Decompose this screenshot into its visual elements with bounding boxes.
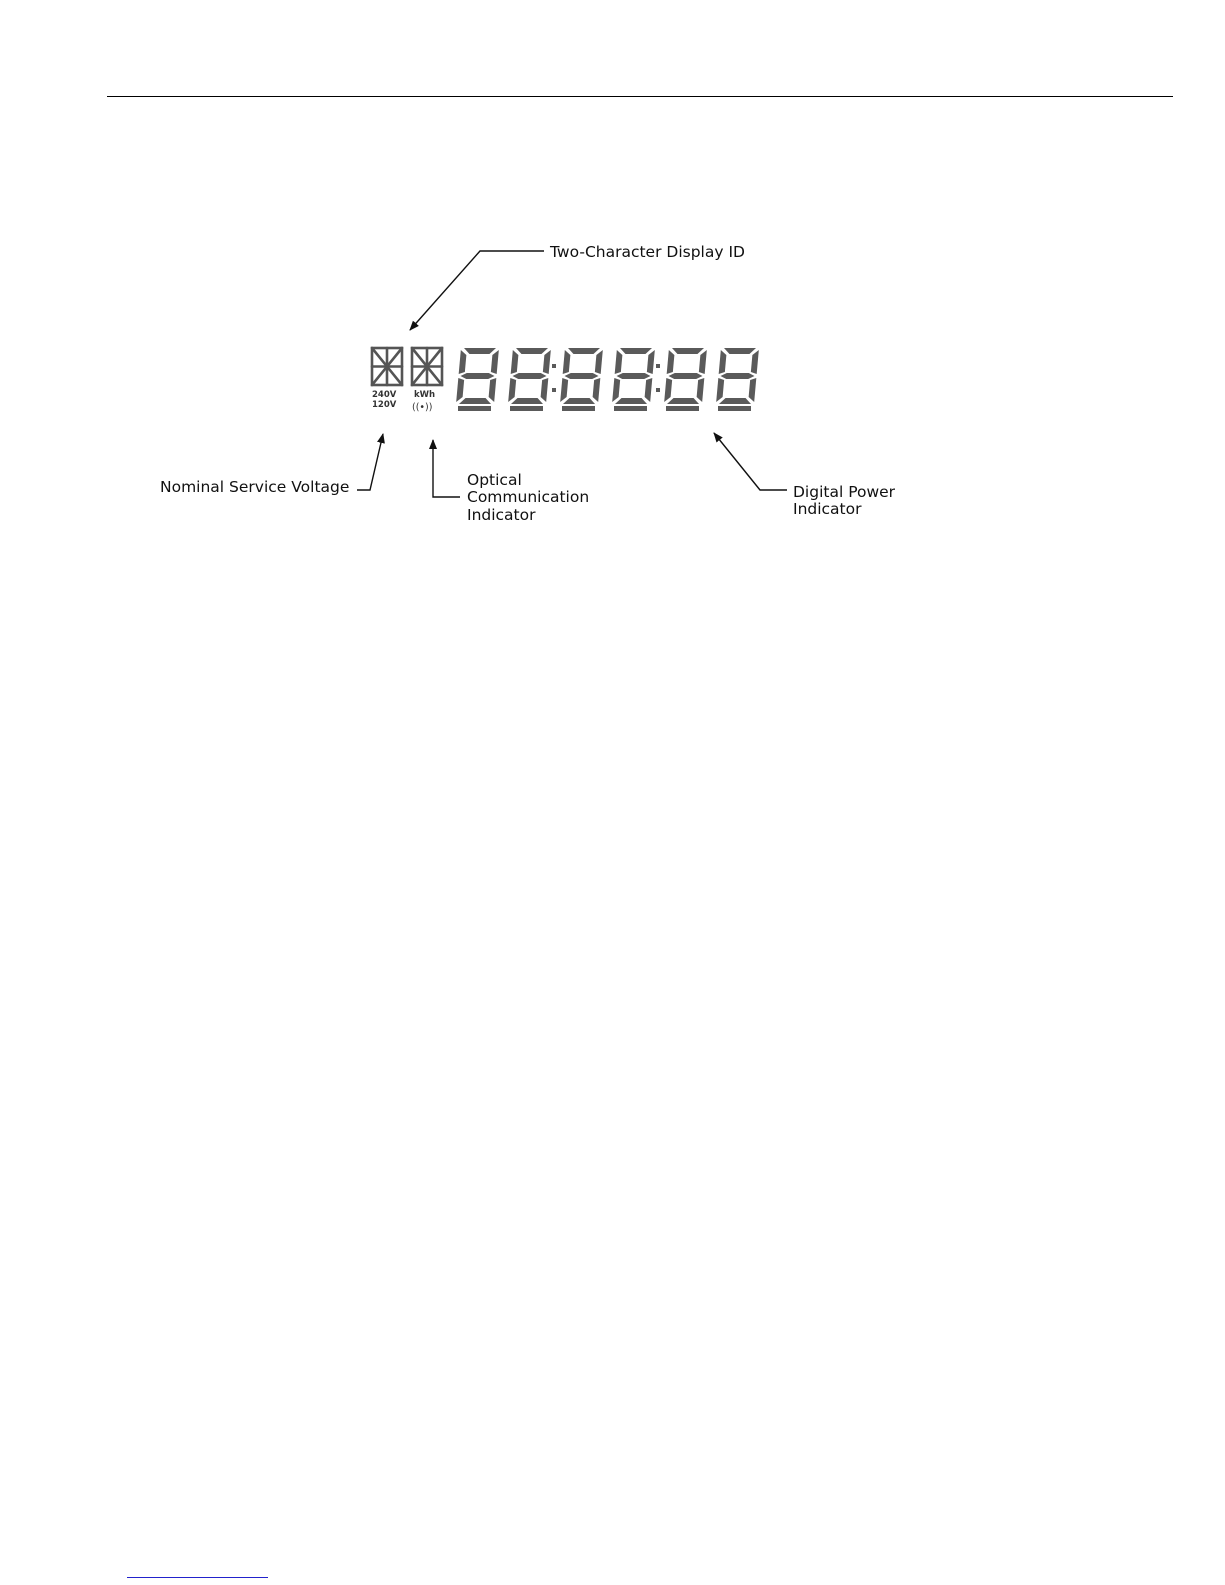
power-arrow [714,433,787,490]
digit-5-seg-c [697,378,705,402]
nominal-voltage-label: Nominal Service Voltage [160,478,350,496]
digit-2-seg-c [541,378,549,402]
digit-4-seg-g [617,373,651,379]
digit-3-seg-e [560,378,568,402]
digit-4-seg-c [645,378,653,402]
digit-1-seg-f [459,350,467,374]
digit-4-underline-bar [614,406,647,411]
digit-2-seg-f [511,350,519,374]
digit-6-seg-d [719,398,751,404]
digit-2-seg-b [543,350,551,374]
optical-arrow [433,440,460,497]
digit-3-seg-d [563,398,595,404]
digit-3-seg-a [568,348,600,354]
digit-4-seg-d [615,398,647,404]
digit-2-seg-d [511,398,543,404]
voltage-240-annunciator: 240V [372,390,397,400]
digit-2-seg-e [508,378,516,402]
digit-4-seg-e [612,378,620,402]
alphanumeric-char-1 [372,348,402,385]
alphanumeric-char-2 [412,348,442,385]
optical-label-line3: Indicator [467,506,536,524]
digit-3-seg-g [565,373,599,379]
digit-1-seg-c [489,378,497,402]
digit-6-underline-bar [718,406,751,411]
display-id-label: Two-Character Display ID [550,243,745,261]
footer-link-underline [127,1577,268,1578]
digit-1-seg-a [464,348,496,354]
digit-3-underline-bar [562,406,595,411]
digit-4-seg-b [647,350,655,374]
optical-label-line1: Optical [467,471,522,489]
digit-1-seg-b [491,350,499,374]
optical-comm-symbol: ((•)) [412,402,433,413]
optical-label-line2: Communication [467,488,590,506]
digit-1-underline-bar [458,406,491,411]
colon-1-dot-1 [552,364,556,368]
digit-2-seg-a [516,348,548,354]
digit-5-seg-f [667,350,675,374]
digit-4-seg-a [620,348,652,354]
digit-2-underline-bar [510,406,543,411]
digit-6-seg-e [716,378,724,402]
digit-6-seg-a [724,348,756,354]
digital-power-label-line1: Digital Power [793,483,896,501]
kwh-annunciator: kWh [414,390,436,400]
digit-1-seg-e [456,378,464,402]
digit-3-seg-b [595,350,603,374]
digit-5-seg-d [667,398,699,404]
digit-3-seg-f [563,350,571,374]
digit-5-seg-e [664,378,672,402]
digit-5-seg-g [669,373,703,379]
digit-3-seg-c [593,378,601,402]
digit-5-underline-bar [666,406,699,411]
digit-6-seg-f [719,350,727,374]
digit-1-seg-g [461,373,495,379]
colon-2-dot-2 [656,388,660,392]
colon-1-dot-2 [552,388,556,392]
digital-power-label-line2: Indicator [793,500,862,518]
digit-5-seg-a [672,348,704,354]
voltage-arrow [357,434,383,490]
digit-6-seg-b [751,350,759,374]
seven-segment-digits [456,348,759,411]
digit-6-seg-c [749,378,757,402]
digit-5-seg-b [699,350,707,374]
voltage-120-annunciator: 120V [372,400,397,410]
digit-2-seg-g [513,373,547,379]
digit-4-seg-f [615,350,623,374]
colon-2-dot-1 [656,364,660,368]
display-id-arrow [410,251,544,330]
digit-6-seg-g [721,373,755,379]
digit-1-seg-d [459,398,491,404]
